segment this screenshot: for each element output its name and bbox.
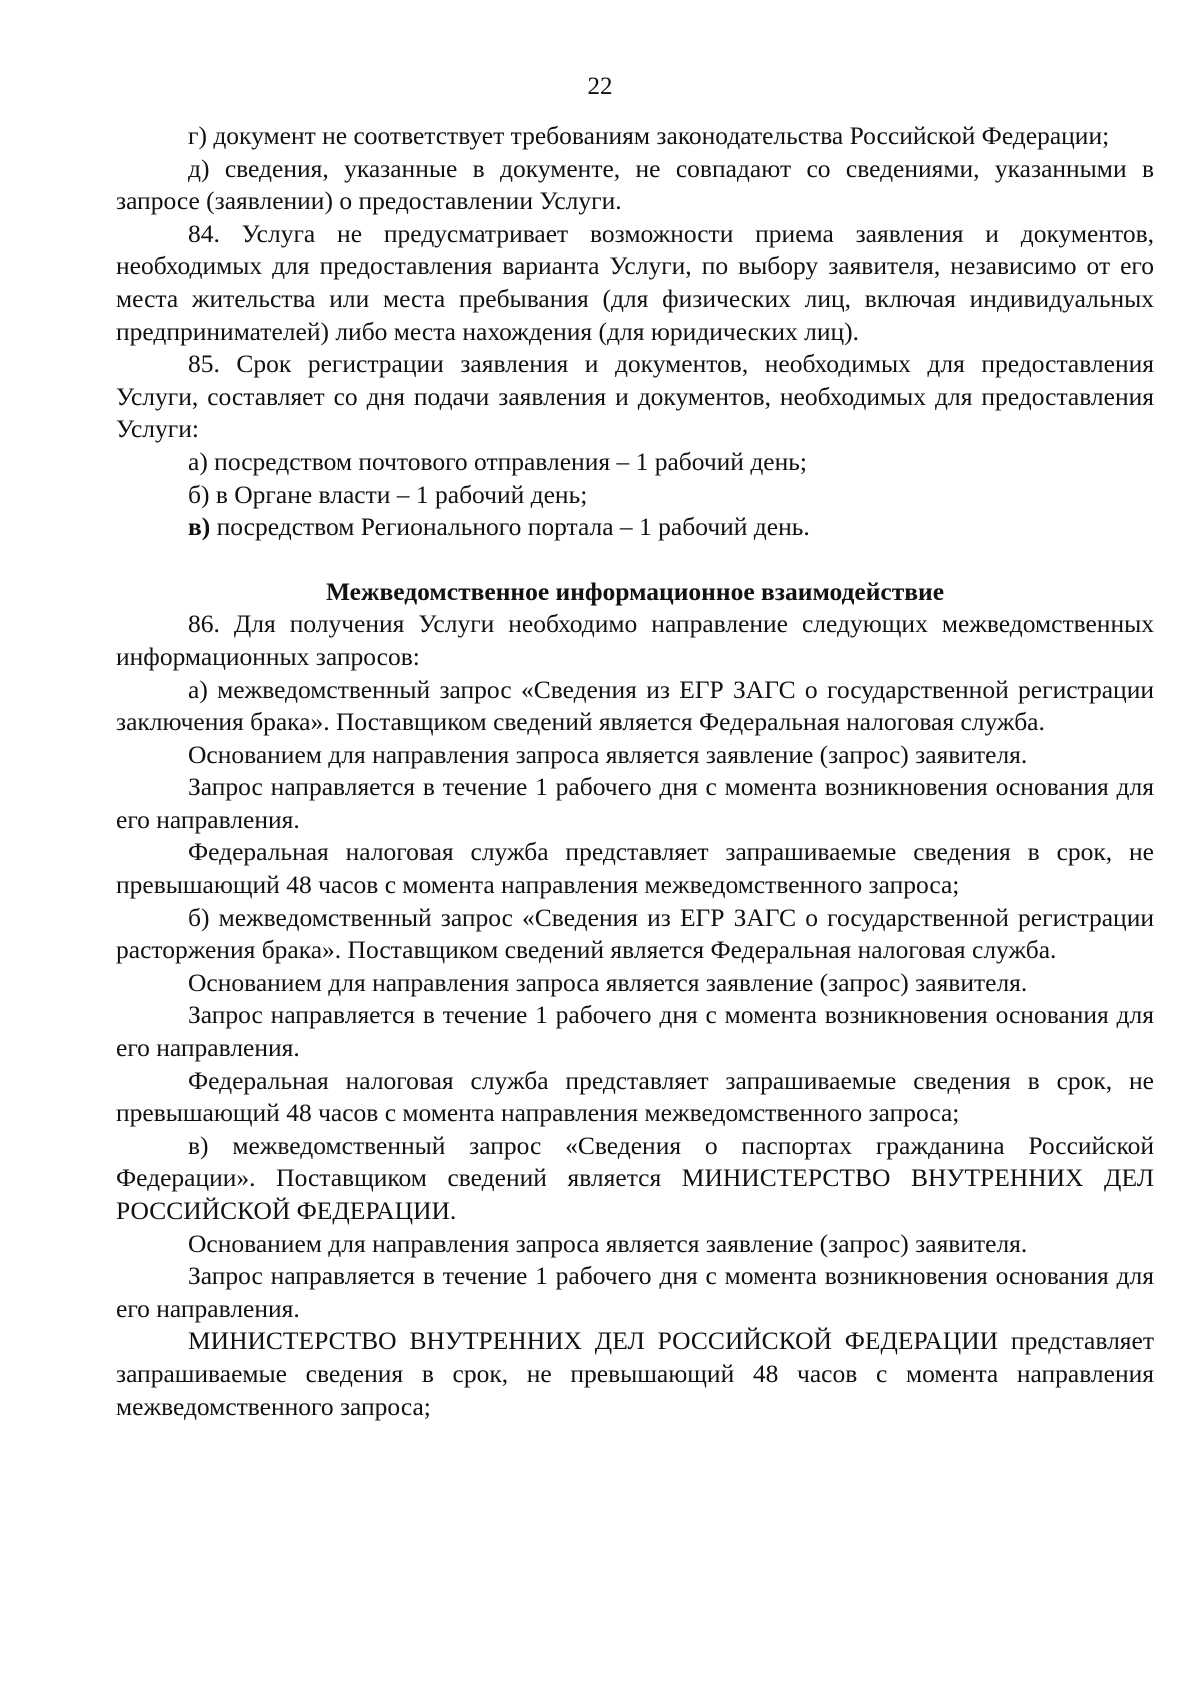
paragraph-86-a-timing: Запрос направляется в течение 1 рабочего дня с момента возникновения основания для его направления. xyxy=(116,772,1154,834)
paragraph-86: 86. Для получения Услуги необходимо направление следующих межведомственных информационных запросов: xyxy=(116,609,1154,671)
paragraph-86-b-basis: Основанием для направления запроса является заявление (запрос) заявителя. xyxy=(188,967,1028,997)
paragraph-86-b-timing: Запрос направляется в течение 1 рабочего дня с момента возникновения основания для его направления. xyxy=(116,1000,1154,1063)
paragraph-86-a: а) межведомственный запрос «Сведения из ЕГР ЗАГС о государственной регистрации заключения брака». Поставщиком сведений является Федеральная налоговая служба. xyxy=(116,674,1154,737)
page-number: 22 xyxy=(587,73,613,100)
paragraph-86-v: в) межведомственный запрос «Сведения о паспортах гражданина Российской Федерации». Поставщиком сведений является МИНИСТЕРСТВО ВНУТРЕННИХ ДЕЛ РОССИЙСКОЙ ФЕДЕРАЦИИ. xyxy=(116,1130,1154,1225)
paragraph-86-a-term: Федеральная налоговая служба представляет запрашиваемые сведения в срок, не превышающий 48 часов с момента направления межведомственного запроса; xyxy=(116,837,1154,900)
paragraph-g: г) документ не соответствует требованиям законодательства Российской Федерации; xyxy=(188,121,1110,150)
paragraph-86-v-term: МИНИСТЕРСТВО ВНУТРЕННИХ ДЕЛ РОССИЙСКОЙ ФЕДЕРАЦИИ представляет запрашиваемые сведения в срок, не превышающий 48 часов с момента направления межведомственного запроса; xyxy=(116,1326,1154,1421)
paragraph-85-v xyxy=(116,511,1154,544)
paragraph-85-a: а) посредством почтового отправления – 1 рабочий день; xyxy=(188,446,807,476)
paragraph-86-v-basis: Основанием для направления запроса является заявление (запрос) заявителя. xyxy=(188,1228,1028,1258)
paragraph-86-b-term: Федеральная налоговая служба представляет запрашиваемые сведения в срок, не превышающий 48 часов с момента направления межведомственного запроса; xyxy=(116,1065,1154,1128)
paragraph-86-v-timing: Запрос направляется в течение 1 рабочего дня с момента возникновения основания для его направления. xyxy=(116,1261,1154,1323)
paragraph-85: 85. Срок регистрации заявления и документов, необходимых для предоставления Услуги, составляет со дня подачи заявления и документов, необходимых для предоставления Услуги: xyxy=(116,349,1154,444)
list-marker-bold: в) xyxy=(188,512,211,542)
paragraph-86-b: б) межведомственный запрос «Сведения из ЕГР ЗАГС о государственной регистрации расторжения брака». Поставщиком сведений является Федеральная налоговая служба. xyxy=(116,902,1154,965)
section-heading: Межведомственное информационное взаимодействие xyxy=(325,576,945,606)
paragraph-85-b: б) в Органе власти – 1 рабочий день; xyxy=(188,479,588,509)
paragraph-84: 84. Услуга не предусматривает возможности приема заявления и документов, необходимых для предоставления варианта Услуги, по выбору заявителя, независимо от его места жительства или места пребывания (для физических лиц, включая индивидуальных предпринимателей) либо места нахождения (для юридических лиц). xyxy=(116,218,1154,346)
paragraph-d: д) сведения, указанные в документе, не совпадают со сведениями, указанными в запросе (заявлении) о предоставлении Услуги. xyxy=(116,153,1154,216)
document-body xyxy=(116,120,1154,1423)
paragraph-86-a-basis: Основанием для направления запроса является заявление (запрос) заявителя. xyxy=(188,739,1028,769)
paragraph-85-v-text: посредством Регионального портала – 1 рабочий день. xyxy=(210,512,810,542)
